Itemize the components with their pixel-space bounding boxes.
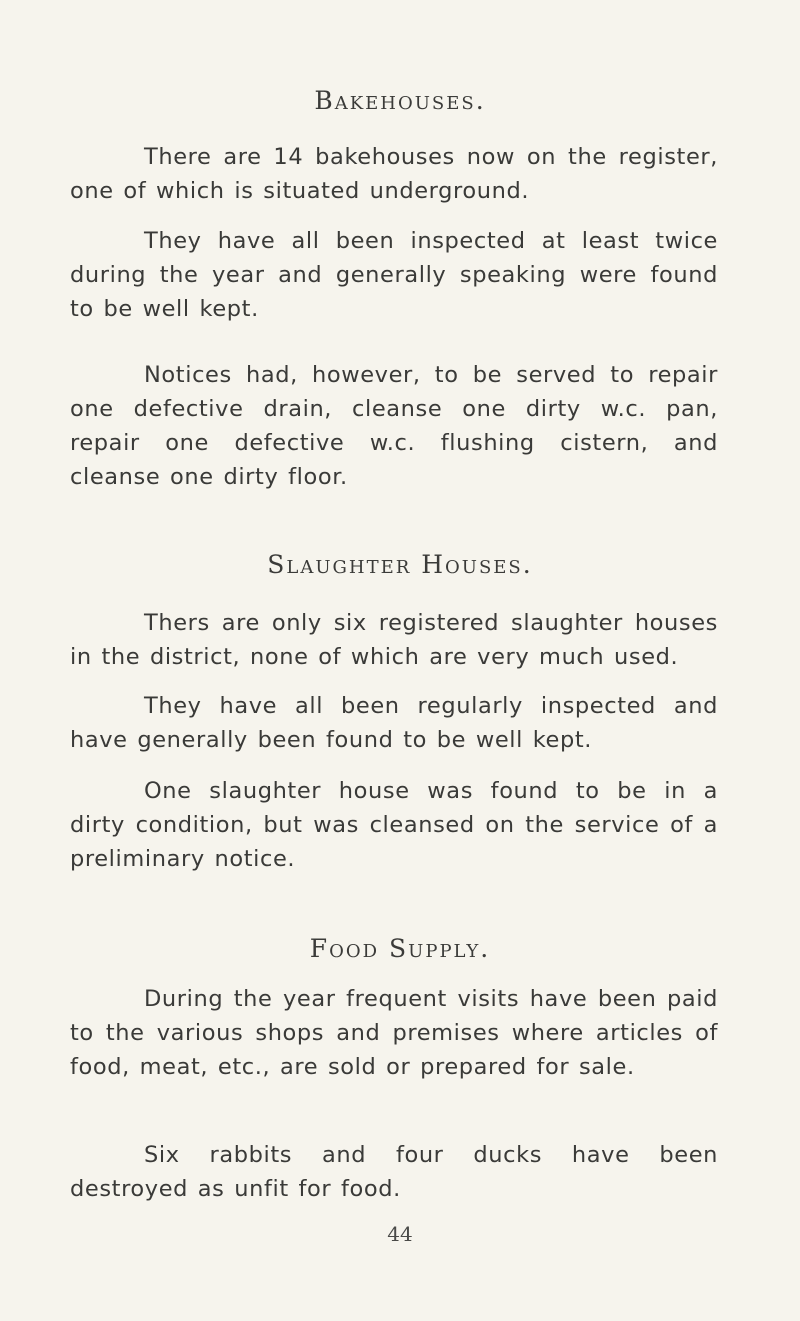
heading-bakehouses: Bakehouses. [314,86,486,115]
heading-slaughter-houses: Slaughter Houses. [267,550,533,579]
paragraph-bakehouses-1: There are 14 bakehouses now on the register, one of which is situated underground. [70,144,718,204]
paragraph-food-supply-1: During the year frequent visits have been paid to the various shops and premises where articles of food, meat, etc., are sold or prepared for sale. [70,986,718,1080]
page-number: 44 [387,1222,413,1246]
paragraph-bakehouses-3: Notices had, however, to be served to repair one defective drain, cleanse one dirty w.c. pan, repair one defective w.c. flushing cistern, and cleanse one dirty floor. [70,362,718,490]
paragraph-food-supply-2: Six rabbits and four ducks have been destroyed as unfit for food. [70,1142,718,1202]
paragraph-slaughter-houses-3: One slaughter house was found to be in a dirty condition, but was cleansed on the service of a preliminary notice. [70,778,718,872]
paragraph-slaughter-houses-1: Thers are only six registered slaughter houses in the district, none of which are very much used. [70,610,718,670]
paragraph-slaughter-houses-2: They have all been regularly inspected and have generally been found to be well kept. [70,693,718,753]
paragraph-bakehouses-2: They have all been inspected at least twice during the year and generally speaking were found to be well kept. [70,228,718,322]
heading-food-supply: Food Supply. [309,934,491,963]
